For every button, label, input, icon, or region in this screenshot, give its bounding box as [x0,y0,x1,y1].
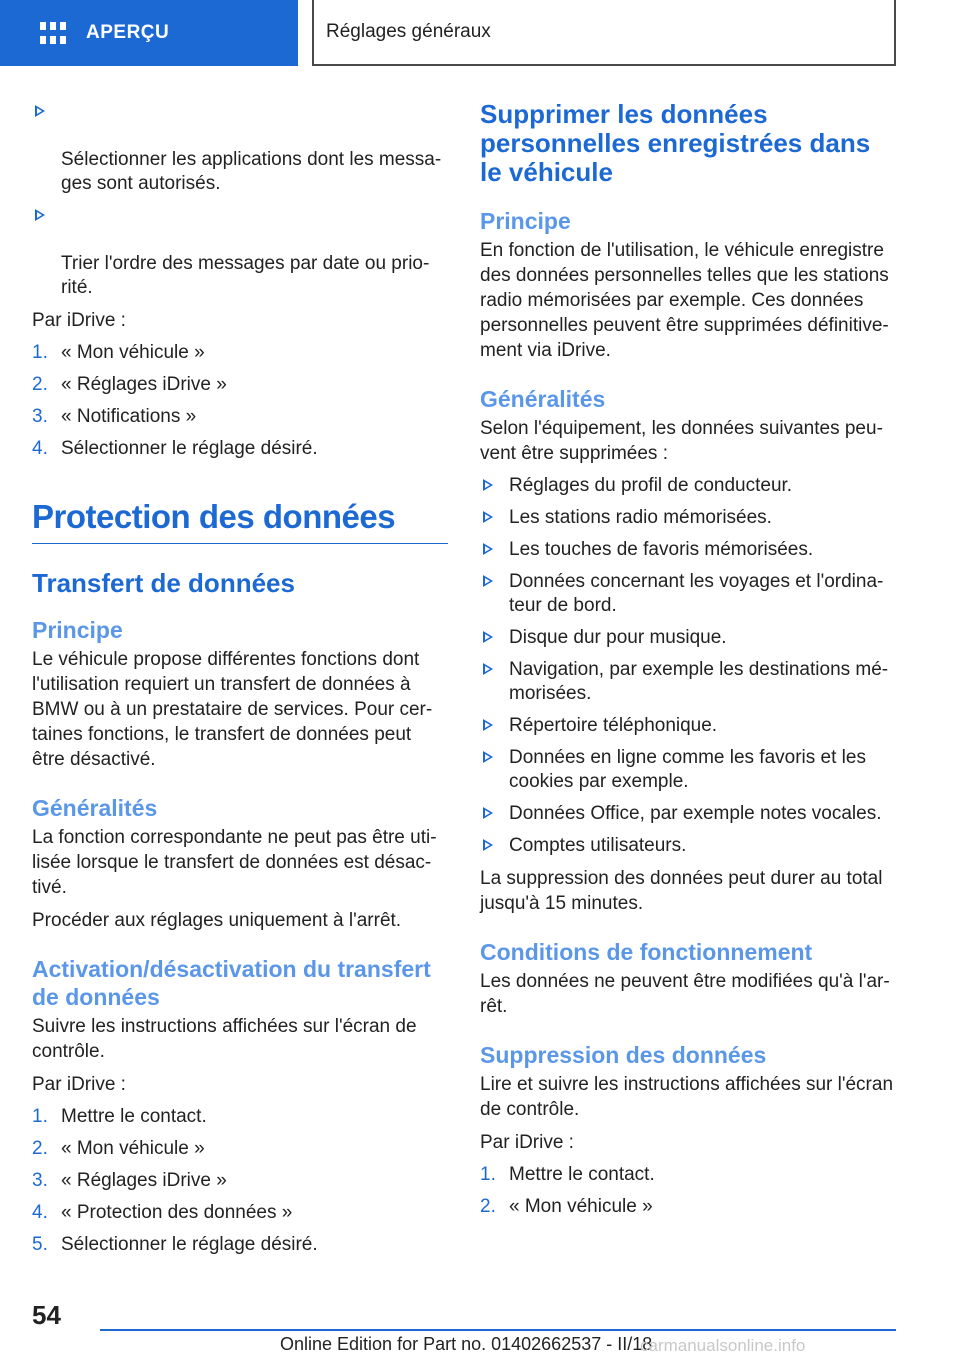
bullet-text: Réglages du profil de conducteur. [509,475,793,496]
step-text: Sélectionner le réglage désiré. [61,1234,318,1255]
conditions-heading: Conditions de fonctionnement [480,939,813,965]
bullet-text: Navigation, par exemple les destinations mé- morisées. [509,659,889,704]
left-column [32,100,448,1265]
footer-divider [100,1329,896,1331]
triangle-bullet-icon [483,719,493,731]
list-item [480,714,896,738]
step-item [32,1169,448,1193]
bullet-text: Répertoire téléphonique. [509,715,718,736]
general-text: Procéder aux réglages uniquement à l'arrêt. [32,910,402,931]
step-number: 1. [32,1106,48,1127]
general-text: La fonction correspondante ne peut pas être uti-lisée lorsque le transfert de données est désac-tivé. [32,827,437,898]
list-item [480,802,896,826]
step-number: 2. [32,374,48,395]
principle-text: En fonction de l'utilisation, le véhicule enregistre des données personnelles telles que les stations radio mémorisées par exemple. Ces données personnelles peuvent être supprimées définitive-ment via iDrive. [480,240,889,361]
bullet-text: Trier l'ordre des messages par date ou prio- rité. [61,253,430,298]
step-item [480,1163,896,1187]
step-item [32,405,448,429]
section-title: Protection des données [32,497,448,544]
principle-heading: Principe [480,208,571,234]
step-number: 3. [32,406,48,427]
list-item [480,506,896,530]
deletion-heading: Suppression des données [480,1042,767,1068]
step-text: « Notifications » [61,406,197,427]
bullet-text: Données concernant les voyages et l'ordina- teur de bord. [509,571,884,616]
list-item [480,658,896,706]
triangle-bullet-icon [483,631,493,643]
bullet-text: Sélectionner les applications dont les messa- ges sont autorisés. [61,149,442,194]
edition-text: Online Edition for Part no. 01402662537 - II/18 [280,1334,653,1354]
tab-overview[interactable] [0,0,298,66]
step-item [32,1201,448,1225]
list-item [32,100,448,196]
step-text: « Réglages iDrive » [61,374,227,395]
step-text: « Réglages iDrive » [61,1170,227,1191]
step-number: 3. [32,1170,48,1191]
bullet-text: Données en ligne comme les favoris et les cookies par exemple. [509,747,866,792]
step-item [480,1195,896,1219]
deletion-text: Lire et suivre les instructions affichées sur l'écran de contrôle. [480,1074,894,1120]
page-number: 54 [32,1300,61,1330]
list-item [480,538,896,562]
triangle-bullet-icon [35,105,45,117]
principle-heading: Principe [32,617,123,643]
activation-heading: Activation/désactivation du transfert de données [32,956,431,1010]
triangle-bullet-icon [483,479,493,491]
triangle-bullet-icon [483,663,493,675]
list-item [480,474,896,498]
step-text: « Mon véhicule » [509,1196,653,1217]
duration-text: La suppression des données peut durer au total jusqu'à 15 minutes. [480,868,883,914]
step-number: 2. [480,1196,496,1217]
step-number: 5. [32,1234,48,1255]
list-item [32,204,448,300]
step-item [32,341,448,365]
list-item [480,834,896,858]
tab-section[interactable] [312,0,896,66]
step-item [32,1233,448,1257]
step-text: « Protection des données » [61,1202,293,1223]
list-item [480,626,896,650]
watermark: carmanualsonline.info [640,1336,806,1355]
principle-text: Le véhicule propose différentes fonctions dont l'utilisation requiert un transfert de données à BMW ou à un prestataire de services. Pour cer-taines fonctions, le transfert de données peut être désactivé. [32,649,433,770]
bullet-text: Comptes utilisateurs. [509,835,687,856]
triangle-bullet-icon [483,807,493,819]
triangle-bullet-icon [483,839,493,851]
step-number: 1. [480,1164,496,1185]
general-text: Selon l'équipement, les données suivantes peu-vent être supprimées : [480,418,883,464]
activation-text: Suivre les instructions affichées sur l'écran de contrôle. [32,1016,417,1062]
bullet-text: Les touches de favoris mémorisées. [509,539,814,560]
step-number: 4. [32,1202,48,1223]
tab-section-label: Réglages généraux [326,21,491,42]
subsection-title: Transfert de données [32,568,295,598]
grid-icon [40,22,66,44]
step-text: Sélectionner le réglage désiré. [61,438,318,459]
step-text: « Mon véhicule » [61,342,205,363]
idrive-label: Par iDrive : [480,1132,574,1153]
bullet-text: Disque dur pour musique. [509,627,727,648]
triangle-bullet-icon [483,575,493,587]
idrive-label: Par iDrive : [32,310,126,331]
step-text: « Mon véhicule » [61,1138,205,1159]
triangle-bullet-icon [483,543,493,555]
triangle-bullet-icon [483,751,493,763]
step-number: 4. [32,438,48,459]
step-text: Mettre le contact. [509,1164,655,1185]
step-text: Mettre le contact. [61,1106,207,1127]
step-item [32,1137,448,1161]
list-item [480,746,896,794]
step-item [32,373,448,397]
bullet-text: Les stations radio mémorisées. [509,507,772,528]
triangle-bullet-icon [483,511,493,523]
idrive-label: Par iDrive : [32,1074,126,1095]
step-item [32,1105,448,1129]
step-item [32,437,448,461]
bullet-text: Données Office, par exemple notes vocales. [509,803,882,824]
page-header [0,0,960,66]
general-heading: Généralités [480,386,606,412]
step-number: 2. [32,1138,48,1159]
right-column [480,100,896,1227]
list-item [480,570,896,618]
conditions-text: Les données ne peuvent être modifiées qu'à l'ar-rêt. [480,971,890,1017]
subsection-title: Supprimer les données personnelles enregistrées dans le véhicule [480,99,871,187]
general-heading: Généralités [32,795,158,821]
tab-overview-label: APERÇU [86,22,170,43]
triangle-bullet-icon [35,209,45,221]
step-number: 1. [32,342,48,363]
